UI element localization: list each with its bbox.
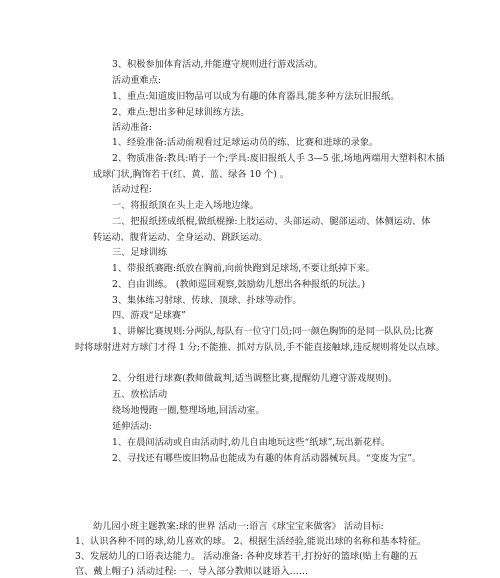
objective-3-line: 3、积极参加体育活动,并能遵守规则进行游戏活动。 [112,59,323,70]
relax-line: 绕场地慢跑一圈,整理场地,回活动室。 [112,405,265,416]
step-2-continuation: 转运动、腹背运动、全身运动、跳跃运动。 [93,232,268,243]
step-5-heading: 五、放松活动 [112,389,168,400]
key-points-heading: 活动重难点: [112,75,162,86]
step-4-heading: 四、游戏“足球赛” [112,310,186,321]
rules-continuation: 时将球射进对方球门才得 1 分;不能推、抓对方队员,手不能直接触球,违反规则将处以点球。 [75,342,445,353]
next-lesson-process-line: 官、戴上帽子) 活动过程: 一、导入部分教师以谜语入…… [75,566,309,577]
step-2-line: 二、把报纸搓成纸棍,做纸棍操:上肢运动、头部运动、腿部运动、体侧运动、体 [112,216,431,227]
process-heading: 活动过程: [112,184,152,195]
step-3-heading: 三、足球训练 [112,247,168,258]
extension-item-1: 1、在晨间活动或自由活动时,幼儿自由地玩这些“纸球”,玩出新花样。 [112,437,391,448]
extension-heading: 延伸活动: [112,421,152,432]
material-prep-line: 2、物质准备:教具:哨子一个;学具:废旧报纸人手 3—5 张,场地两端用大塑料积木插 [112,153,445,164]
next-lesson-title-line: 幼儿园小班主题教案:球的世界 活动一:语言《球宝宝来做客》 活动目标: [93,521,384,532]
rules-line: 1、讲解比赛规则:分两队,每队有一位守门员;同一颜色胸饰的是同一队队员;比赛 [112,326,434,337]
next-lesson-prep-line: 3、发展幼儿的口语表达能力。 活动准备: 各种皮球若干,打扮好的篮球(贴上有趣的五 [75,551,418,562]
step-3-item-3: 3、集体练习射球、传球、顶球、扑球等动作。 [112,295,302,306]
step-1-line: 一、将报纸顶在头上走入场地边缘。 [112,200,259,211]
experience-prep-line: 1、经验准备:活动前观看过足球运动员的练、比赛和进球的录象。 [112,137,379,148]
preparation-heading: 活动准备: [112,122,152,133]
extension-item-2: 2、寻找还有哪些废旧物品也能成为有趣的体育活动器械玩具。“变废为宝”。 [112,453,422,464]
difficulty-line: 2、难点:想出多种足球训练方法。 [112,107,250,118]
group-match-line: 2、分组进行球赛(教师做裁判,适当调整比赛,提醒幼儿遵守游戏规则)。 [112,373,398,384]
step-3-item-2: 2、自由训练。 (教师巡回观察,鼓励幼儿想出各种报纸的玩法。) [112,279,366,290]
material-prep-continuation: 成球门状,胸饰若干(红、黄、蓝、绿各 10 个) 。 [93,169,289,180]
next-lesson-objectives-line: 1、认识各种不同的球,幼儿喜欢的球。 2、根据生活经验,能说出球的名称和基本特征。 [75,536,427,547]
step-3-item-1: 1、带报纸赛跑:纸放在胸前,向前快跑到足球场,不要让纸掉下来。 [112,263,375,274]
key-point-line: 1、重点:知道废旧物品可以成为有趣的体育器具,能多种方法玩旧报纸。 [112,91,400,102]
